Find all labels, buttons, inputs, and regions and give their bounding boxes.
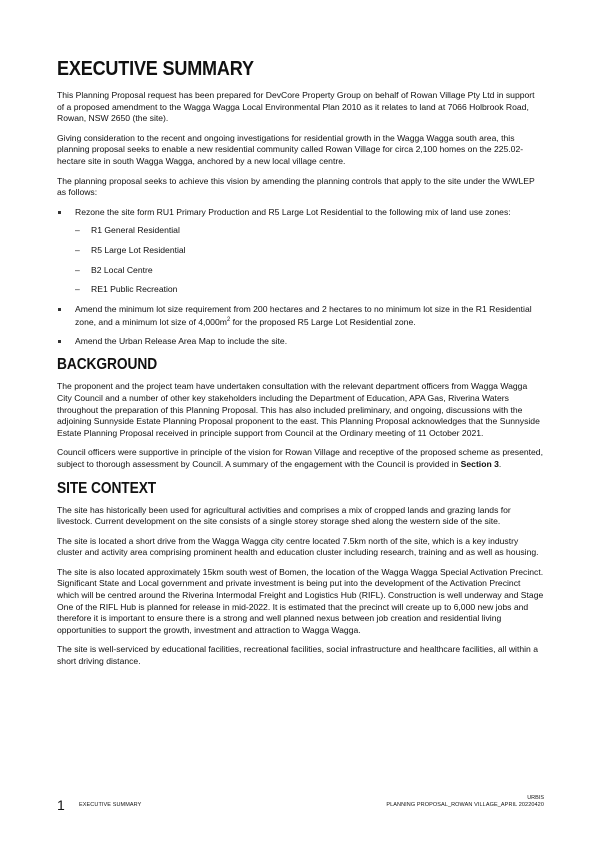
amendment-list	[57, 207, 544, 348]
bullet-square-icon	[58, 340, 61, 343]
list-item	[57, 304, 544, 329]
list-item	[57, 336, 544, 348]
exec-paragraph-1: This Planning Proposal request has been prepared for DevCore Property Group on behalf of Rowan Village Pty Ltd in support of a proposed amendment to the Wagga Wagga Local Environmental Plan 2010 as it relates to land at 7066 Holbrook Road, Rowan, NSW 2650 (the site).	[57, 90, 535, 124]
bullet-square-icon	[58, 211, 61, 214]
heading-background: BACKGROUND	[57, 356, 158, 374]
list-item	[75, 245, 544, 257]
site-paragraph-4: The site is well-serviced by educational facilities, recreational facilities, social infrastructure and healthcare facilities, all within a short driving distance.	[57, 644, 538, 667]
dash-icon: –	[75, 225, 80, 236]
zone-label: R1 General Residential	[91, 225, 180, 236]
bullet-lot-size-text-end: for the proposed R5 Large Lot Residential zone.	[230, 317, 416, 328]
section-reference: Section 3	[460, 458, 499, 469]
list-item	[75, 284, 544, 296]
superscript: 2	[226, 317, 231, 324]
page-content	[57, 56, 544, 676]
bullet-lot-size-text: Amend the minimum lot size requirement from 200 hectares and 2 hectares to no minimum lot size in the R1 Residential zone, and a minimum lot size of 4,000m	[75, 303, 532, 328]
list-item	[57, 207, 544, 296]
footer-section: EXECUTIVE SUMMARY	[79, 802, 142, 808]
footer-document: PLANNING PROPOSAL_ROWAN VILLAGE_APRIL 20220420	[386, 802, 544, 808]
page-number: 1	[57, 797, 65, 813]
heading-executive-summary: EXECUTIVE SUMMARY	[57, 57, 254, 80]
zone-list	[75, 225, 544, 295]
exec-paragraph-2: Giving consideration to the recent and ongoing investigations for residential growth in the Wagga Wagga south area, this planning proposal seeks to enable a new residential community called Rowan Village for circa 2,100 homes on the 225.02-hectare site in south Wagga Wagga, anchored by a new local village centre.	[57, 132, 524, 166]
zone-label: R5 Large Lot Residential	[91, 244, 186, 255]
site-paragraph-3: The site is also located approximately 15km south west of Bomen, the location of the Wagga Wagga Special Activation Precinct. Significant State and Local government and private investment is being put into the development of the Activation Precinct which will be centred around the Riverina Intermodal Freight and Logistics Hub (RIFL). Construction is well underway and Stage One of the RIFL Hub is planned for release in mid-2022. It is estimated that the precinct will create up to 6,000 new jobs and therefore it is important to ensure there is a strong and well planned nexus between job creation and residential living opportunities to support the growth, investment and attraction to Wagga Wagga.	[57, 566, 544, 635]
heading-site-context: SITE CONTEXT	[57, 479, 157, 497]
site-paragraph-1: The site has historically been used for agricultural activities and comprises a mix of cropped lands and grazing lands for livestock. Current development on the site consists of a single storey storage shed along the western side of the site.	[57, 504, 511, 527]
list-item	[75, 265, 544, 277]
page-footer	[57, 783, 544, 813]
period: .	[498, 458, 502, 469]
bullet-rezone-text: Rezone the site form RU1 Primary Production and R5 Large Lot Residential to the following mix of land use zones:	[75, 206, 511, 217]
background-paragraph-2	[57, 447, 544, 470]
dash-icon: –	[75, 284, 80, 295]
list-item	[75, 225, 544, 237]
footer-company: URBIS	[527, 795, 544, 801]
background-text: Council officers were supportive in principle of the vision for Rowan Village and receptive of the proposed scheme as presented, subject to thorough assessment by Council. A summary of the engagement with the Council is provided in	[57, 447, 543, 469]
dash-icon: –	[75, 244, 80, 255]
exec-paragraph-3: The planning proposal seeks to achieve this vision by amending the planning controls that apply to the site under the WWLEP as follows:	[57, 175, 535, 198]
zone-label: RE1 Public Recreation	[91, 284, 178, 295]
dash-icon: –	[75, 264, 80, 275]
site-paragraph-2: The site is located a short drive from the Wagga Wagga city centre located 7.5km north of the site, which is a key industry cluster and activity area comprising prominent health and education cluster including research, training and as well as housing.	[57, 535, 539, 558]
zone-label: B2 Local Centre	[91, 264, 153, 275]
bullet-square-icon	[58, 308, 61, 311]
bullet-urban-release-text: Amend the Urban Release Area Map to include the site.	[75, 335, 288, 346]
background-paragraph-1: The proponent and the project team have undertaken consultation with the relevant department officers from Wagga Wagga City Council and a number of other key stakeholders including the Department of Education, APA Gas, Riverina Waters throughout the preparation of this Planning Proposal. This has also included preliminary, and ongoing, discussions with the adjoining Sunnyside Estate Planning Proposal proponent to the east. This Planning Proposal acknowledges that the Sunnyside Estate Planning Proposal received in principle support from Council at the Ordinary meeting of 11 October 2021.	[57, 381, 540, 438]
